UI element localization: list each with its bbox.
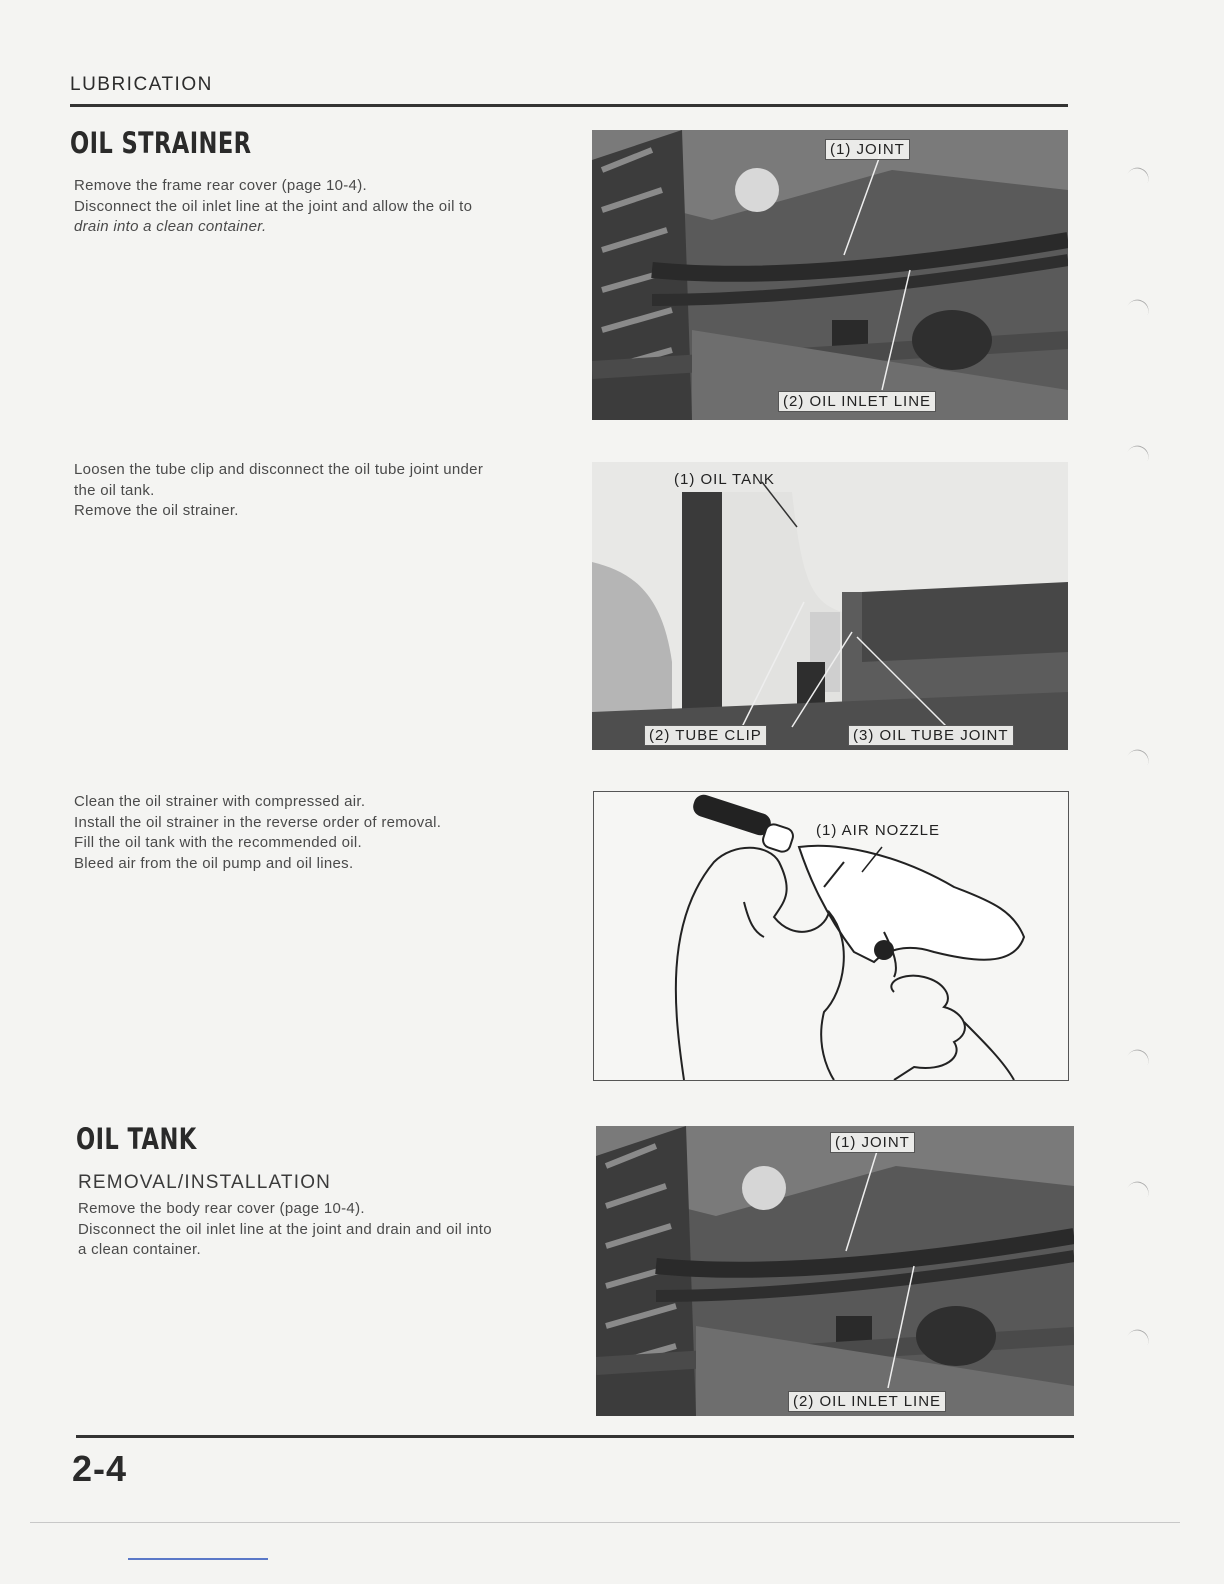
- callout-joint: (1) JOINT: [825, 139, 910, 160]
- text-line: Bleed air from the oil pump and oil lines.: [74, 854, 354, 872]
- photo-oil-tank: [592, 462, 1068, 750]
- margin-tab-mark: [1126, 296, 1152, 319]
- text-line: Disconnect the oil inlet line at the joint and allow the oil to: [74, 197, 473, 215]
- margin-tab-mark: [1126, 1046, 1152, 1069]
- callout-joint: (1) JOINT: [830, 1132, 915, 1153]
- oil-strainer-step1-text: [74, 176, 574, 238]
- margin-tab-mark: [1126, 1326, 1152, 1349]
- blue-mark: [128, 1558, 268, 1560]
- callout-oil-inlet-line: (2) OIL INLET LINE: [788, 1391, 946, 1412]
- margin-tab-mark: [1126, 442, 1152, 465]
- text-line: drain into a clean container.: [74, 218, 267, 235]
- text-line: Remove the body rear cover (page 10-4).: [78, 1200, 365, 1217]
- photo-oil-tank-joint: [596, 1126, 1074, 1416]
- header-rule: [70, 104, 1068, 107]
- margin-tab-mark: [1126, 1178, 1152, 1201]
- scan-line: [30, 1522, 1180, 1523]
- callout-oil-inlet-line: (2) OIL INLET LINE: [778, 391, 936, 412]
- oil-strainer-step3-text: [74, 792, 574, 874]
- text-line: Disconnect the oil inlet line at the joint and drain and oil into: [78, 1220, 492, 1238]
- oil-strainer-title: OIL STRAINER: [70, 126, 252, 160]
- oil-tank-subtitle: REMOVAL/INSTALLATION: [78, 1172, 332, 1193]
- photo-joint-inlet-line: [592, 130, 1068, 420]
- text-line: Clean the oil strainer with compressed air.: [74, 793, 366, 810]
- callout-oil-tank: (1) OIL TANK: [674, 471, 775, 488]
- text-line: Remove the frame rear cover (page 10-4).: [74, 177, 367, 194]
- callout-tube-clip: (2) TUBE CLIP: [644, 725, 767, 746]
- margin-tab-mark: [1126, 746, 1152, 769]
- text-line: Install the oil strainer in the reverse order of removal.: [74, 813, 442, 831]
- text-line: the oil tank.: [74, 481, 155, 499]
- section-header: LUBRICATION: [70, 74, 213, 95]
- text-line: Remove the oil strainer.: [74, 502, 239, 519]
- callout-air-nozzle: (1) AIR NOZZLE: [816, 822, 941, 839]
- callout-oil-tube-joint: (3) OIL TUBE JOINT: [848, 725, 1014, 746]
- margin-tab-mark: [1126, 164, 1152, 187]
- oil-strainer-step2-text: [74, 460, 574, 522]
- oil-tank-text: [78, 1199, 578, 1261]
- footer-rule: [76, 1435, 1074, 1438]
- illustration-air-nozzle: [593, 791, 1069, 1081]
- page-number: 2-4: [72, 1448, 128, 1489]
- text-line: Loosen the tube clip and disconnect the oil tube joint under: [74, 461, 484, 478]
- text-line: a clean container.: [78, 1241, 201, 1258]
- text-line: Fill the oil tank with the recommended oil.: [74, 834, 363, 851]
- oil-tank-title: OIL TANK: [76, 1122, 197, 1156]
